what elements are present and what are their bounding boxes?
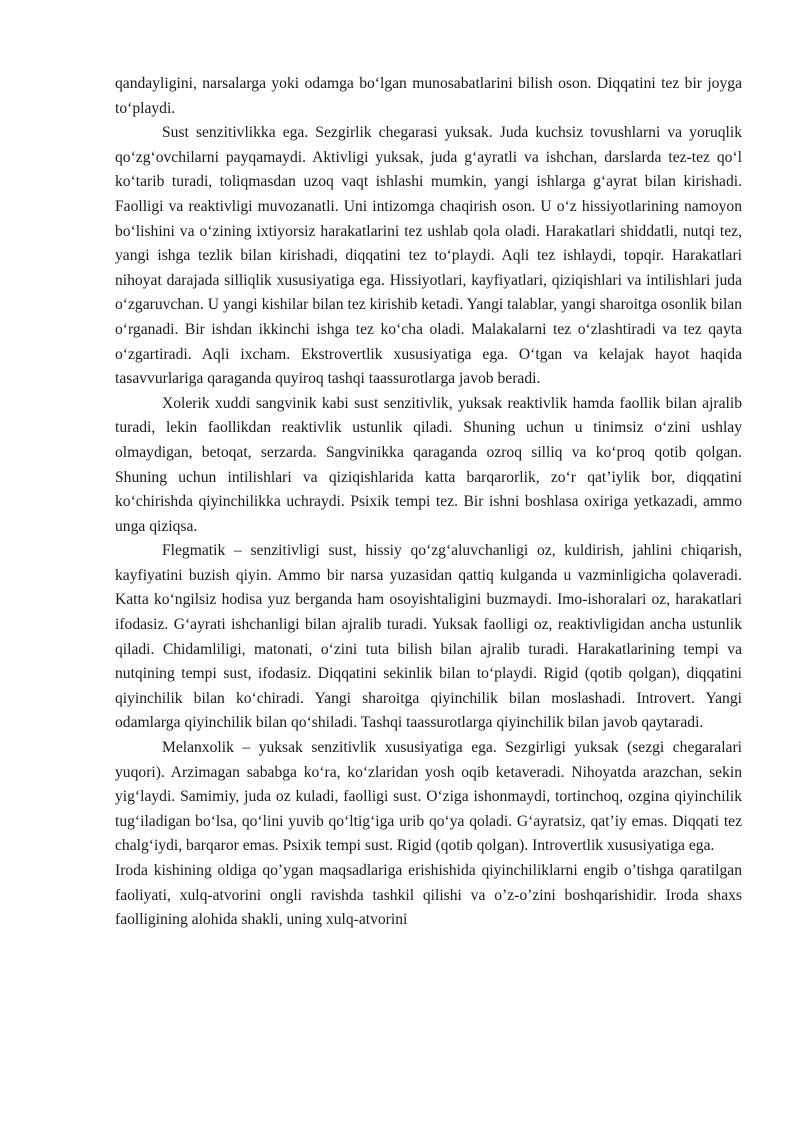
paragraph-continuation: qandayligini, narsalarga yoki odamga bo‘lgan munosabatlarini bilish oson. Diqqatini tez bir joyga to‘playdi. (115, 75, 742, 117)
paragraph-iroda: Iroda kishining oldiga qo’ygan maqsadlariga erishishida qiyinchiliklarni engib o’tishga qaratilgan faoliyati, xulq-atvorini ongli ravishda tashkil qilishi va o’z-o’zini boshqarishidir. Iroda shaxs faolligining alohida shakli, uning xulq-atvorini (115, 862, 742, 929)
paragraph-melanxolik: Melanxolik – yuksak senzitivlik xususiyatiga ega. Sezgirligi yuksak (sezgi chegaralari yuqori). Arzimagan sababga ko‘ra, ko‘zlaridan yosh oqib ketaveradi. Nihoyatda arazchan, sekin yig‘laydi. Samimiy, juda oz kuladi, faolligi sust. O‘ziga ishonmaydi, tortinchoq, ozgina qiyinchilik tug‘iladigan bo‘lsa, qo‘lini yuvib qo‘ltig‘iga urib qo‘ya qoladi. G‘ayratsiz, qat’iy emas. Diqqati tez chalg‘iydi, barqaror emas. Psixik tempi sust. Rigid (qotib qolgan). Introvertlik xususiyatiga ega. (115, 739, 742, 855)
paragraph-flegmatik: Flegmatik – senzitivligi sust, hissiy qo‘zg‘aluvchanligi oz, kuldirish, jahlini chiqarish, kayfiyatini buzish qiyin. Ammo bir narsa yuzasidan qattiq kulganda u vazminligicha qolaveradi. Katta ko‘ngilsiz hodisa yuz berganda ham osoyishtaligini buzmaydi. Imo-ishoralari oz, harakatlari ifodasiz. G‘ayrati ishchanligi bilan ajralib turadi. Yuksak faolligi oz, reaktivligidan ancha ustunlik qiladi. Chidamliligi, matonati, o‘zini tuta bilish bilan ajralib turadi. Harakatlarining tempi va nutqining tempi sust, ifodasiz. Diqqatini sekinlik bilan to‘playdi. Rigid (qotib qolgan), diqqatini qiyinchilik bilan ko‘chiradi. Yangi sharoitga qiyinchilik bilan moslashadi. Introvert. Yangi odamlarga qiyinchilik bilan qo‘shiladi. Tashqi taassurotlarga qiyinchilik bilan javob qaytaradi. (115, 542, 742, 732)
paragraph-sangvinik: Sust senzitivlikka ega. Sezgirlik chegarasi yuksak. Juda kuchsiz tovushlarni va yoruqlik qo‘zg‘ovchilarni payqamaydi. Aktivligi yuksak, juda g‘ayratli va ishchan, darslarda tez-tez qo‘l ko‘tarib turadi, toliqmasdan uzoq vaqt ishlashi mumkin, yangi ishlarga g‘ayrat bilan kirishadi. Faolligi va reaktivligi muvozanatli. Uni intizomga chaqirish oson. U o‘z hissiyotlarining namoyon bo‘lishini va o‘zining ixtiyorsiz harakatlarini tez ushlab qola oladi. Harakatlari shiddatli, nutqi tez, yangi ishga tezlik bilan kirishadi, diqqatini tez to‘playdi. Aqli tez ishlaydi, topqir. Harakatlari nihoyat darajada silliqlik xususiyatiga ega. Hissiyotlari, kayfiyatlari, qiziqishlari va intilishlari juda o‘zgaruvchan. U yangi kishilar bilan tez kirishib ketadi. Yangi talablar, yangi sharoitga osonlik bilan o‘rganadi. Bir ishdan ikkinchi ishga tez ko‘cha oladi. Malakalarni tez o‘zlashtiradi va tez qayta o‘zgartiradi. Aqli ixcham. Ekstrovertlik xususiyatiga ega. O‘tgan va kelajak hayot haqida tasavvurlariga qaraganda quyiroq tashqi taassurotlarga javob beradi. (115, 124, 742, 388)
paragraph-xolerik: Xolerik xuddi sangvinik kabi sust senzitivlik, yuksak reaktivlik hamda faollik bilan ajralib turadi, lekin faollikdan reaktivlik ustunlik qiladi. Shuning uchun u tinimsiz o‘zini ushlay olmaydigan, betoqat, serzarda. Sangvinikka qaraganda ozroq silliq va ko‘proq qotib qolgan. Shuning uchun intilishlari va qiziqishlarida katta barqarorlik, zo‘r qat’iylik bor, diqqatini ko‘chirishda qiyinchilikka uchraydi. Psixik tempi tez. Bir ishni boshlasa oxiriga yetkazadi, ammo unga qiziqsa. (115, 394, 742, 535)
document-page (115, 72, 742, 933)
